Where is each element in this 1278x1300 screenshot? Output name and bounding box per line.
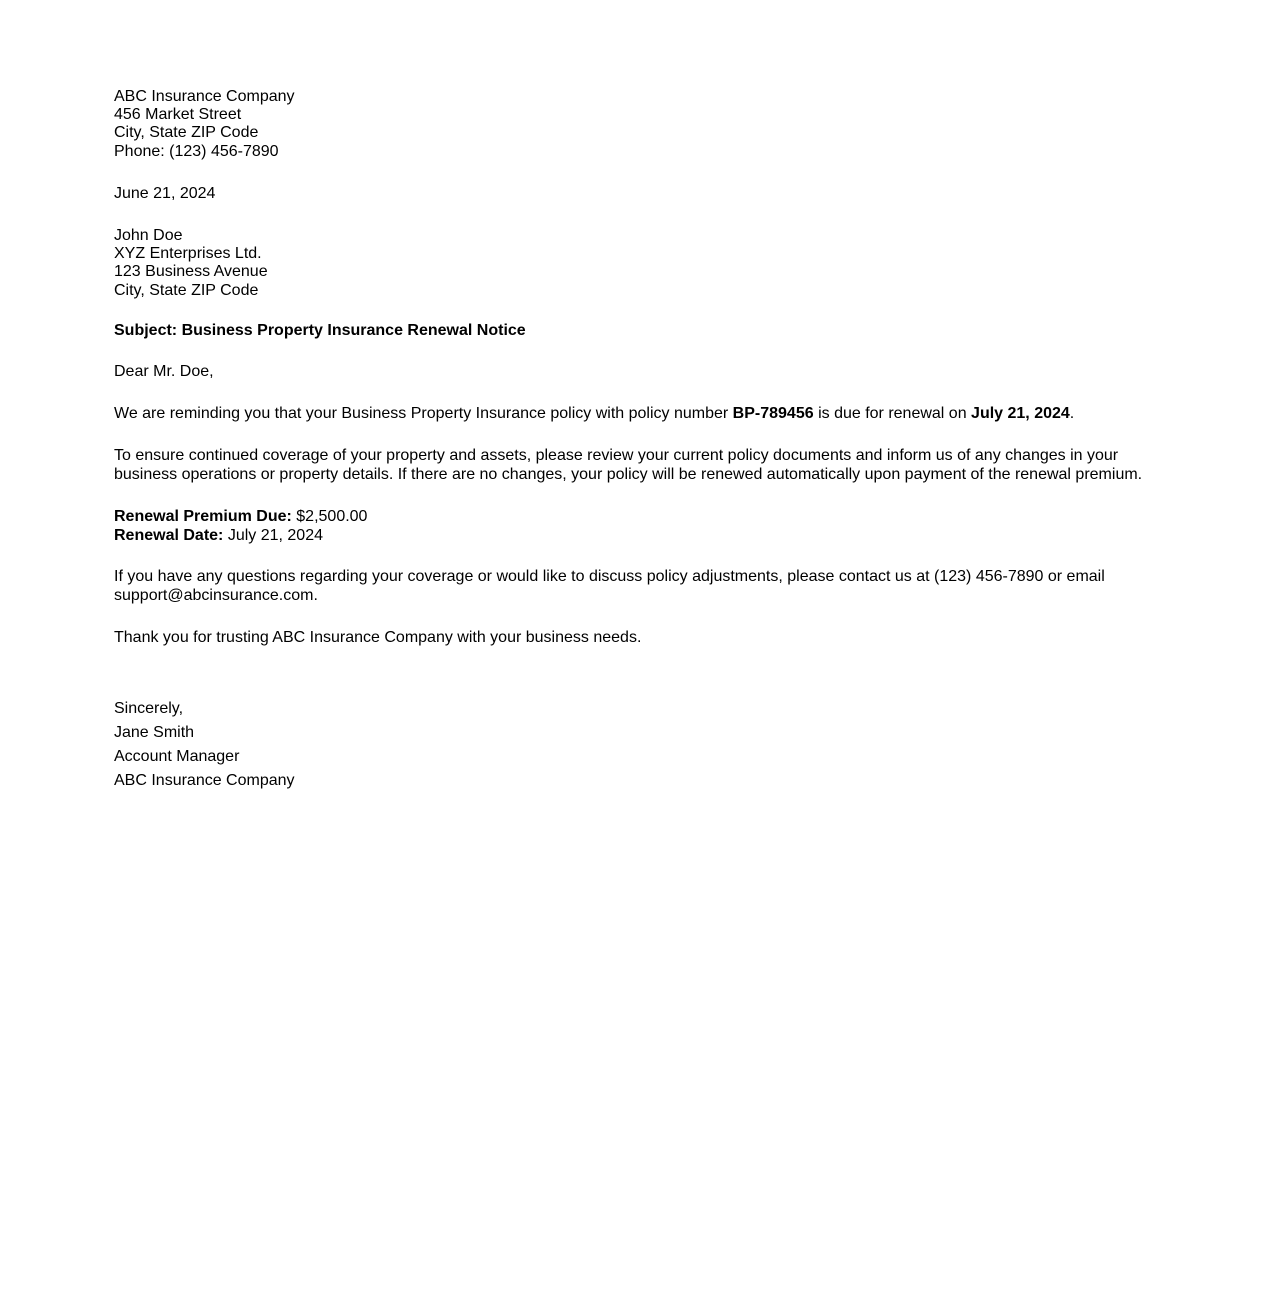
signature-block [114,697,1154,793]
renewal-premium-value: $2,500.00 [291,507,368,525]
paragraph-1-part-3: . [1069,404,1075,422]
renewal-date-label: Renewal Date: [114,526,224,544]
spacer-after-paragraph-2 [114,484,1154,507]
signature-company: ABC Insurance Company [114,771,295,789]
signature-title: Account Manager [114,747,240,765]
sender-street: 456 Market Street [114,106,242,124]
renewal-premium-line [114,507,1154,526]
spacer-before-signature [114,647,1154,697]
recipient-street: 123 Business Avenue [114,263,268,281]
contact-phone: (123) 456-7890 [934,567,1044,585]
spacer-after-salutation [114,381,1154,404]
salutation: Dear Mr. Doe, [114,362,214,380]
spacer-after-facts [114,545,1154,567]
renewal-date-inline: July 21, 2024 [971,404,1070,422]
renewal-premium-label: Renewal Premium Due: [114,507,292,525]
letter-date-block [114,185,1154,203]
spacer-after-date [114,203,1154,227]
recipient-name: John Doe [114,227,183,245]
paragraph-3-part-1: If you have any questions regarding your coverage or would like to discuss policy adjustments, please contact us at [114,567,935,585]
paragraph-coverage-review: To ensure continued coverage of your property and assets, please review your current policy documents and inform us of any changes in your business operations or property details. If there are no changes, your policy will be renewed automatically upon payment of the renewal premium. [114,446,1143,483]
sender-company: ABC Insurance Company [114,88,295,105]
spacer-after-subject [114,340,1154,362]
subject-line: Subject: Business Property Insurance Renewal Notice [114,321,526,339]
paragraph-3-part-2: or email [1043,567,1105,585]
paragraph-policy-reminder [114,404,1154,423]
spacer-after-recipient [114,300,1154,322]
signature-closing: Sincerely, [114,699,184,717]
paragraph-3-part-3: . [313,586,318,604]
signature-name: Jane Smith [114,723,195,741]
letter-date: June 21, 2024 [114,184,216,202]
contact-email: support@abcinsurance.com [114,586,314,604]
renewal-details-block [114,507,1154,545]
sender-address-block [114,88,1154,161]
paragraph-1-part-1: We are reminding you that your Business Property Insurance policy with policy number [114,404,733,422]
paragraph-contact [114,567,1154,605]
spacer-after-sender [114,161,1154,185]
sender-city-state-zip: City, State ZIP Code [114,124,259,142]
policy-number: BP-789456 [732,404,814,422]
spacer-after-paragraph-1 [114,423,1154,446]
renewal-date-value: July 21, 2024 [223,526,323,544]
letter-body [114,88,1154,793]
recipient-city-state-zip: City, State ZIP Code [114,281,259,299]
spacer-after-paragraph-3 [114,605,1154,628]
sender-phone: Phone: (123) 456-7890 [114,142,279,160]
recipient-address-block [114,227,1154,300]
paragraph-1-part-2: is due for renewal on [813,404,972,422]
recipient-company: XYZ Enterprises Ltd. [114,245,262,263]
paragraph-thank-you: Thank you for trusting ABC Insurance Company with your business needs. [114,628,642,646]
renewal-date-line [114,526,1154,545]
